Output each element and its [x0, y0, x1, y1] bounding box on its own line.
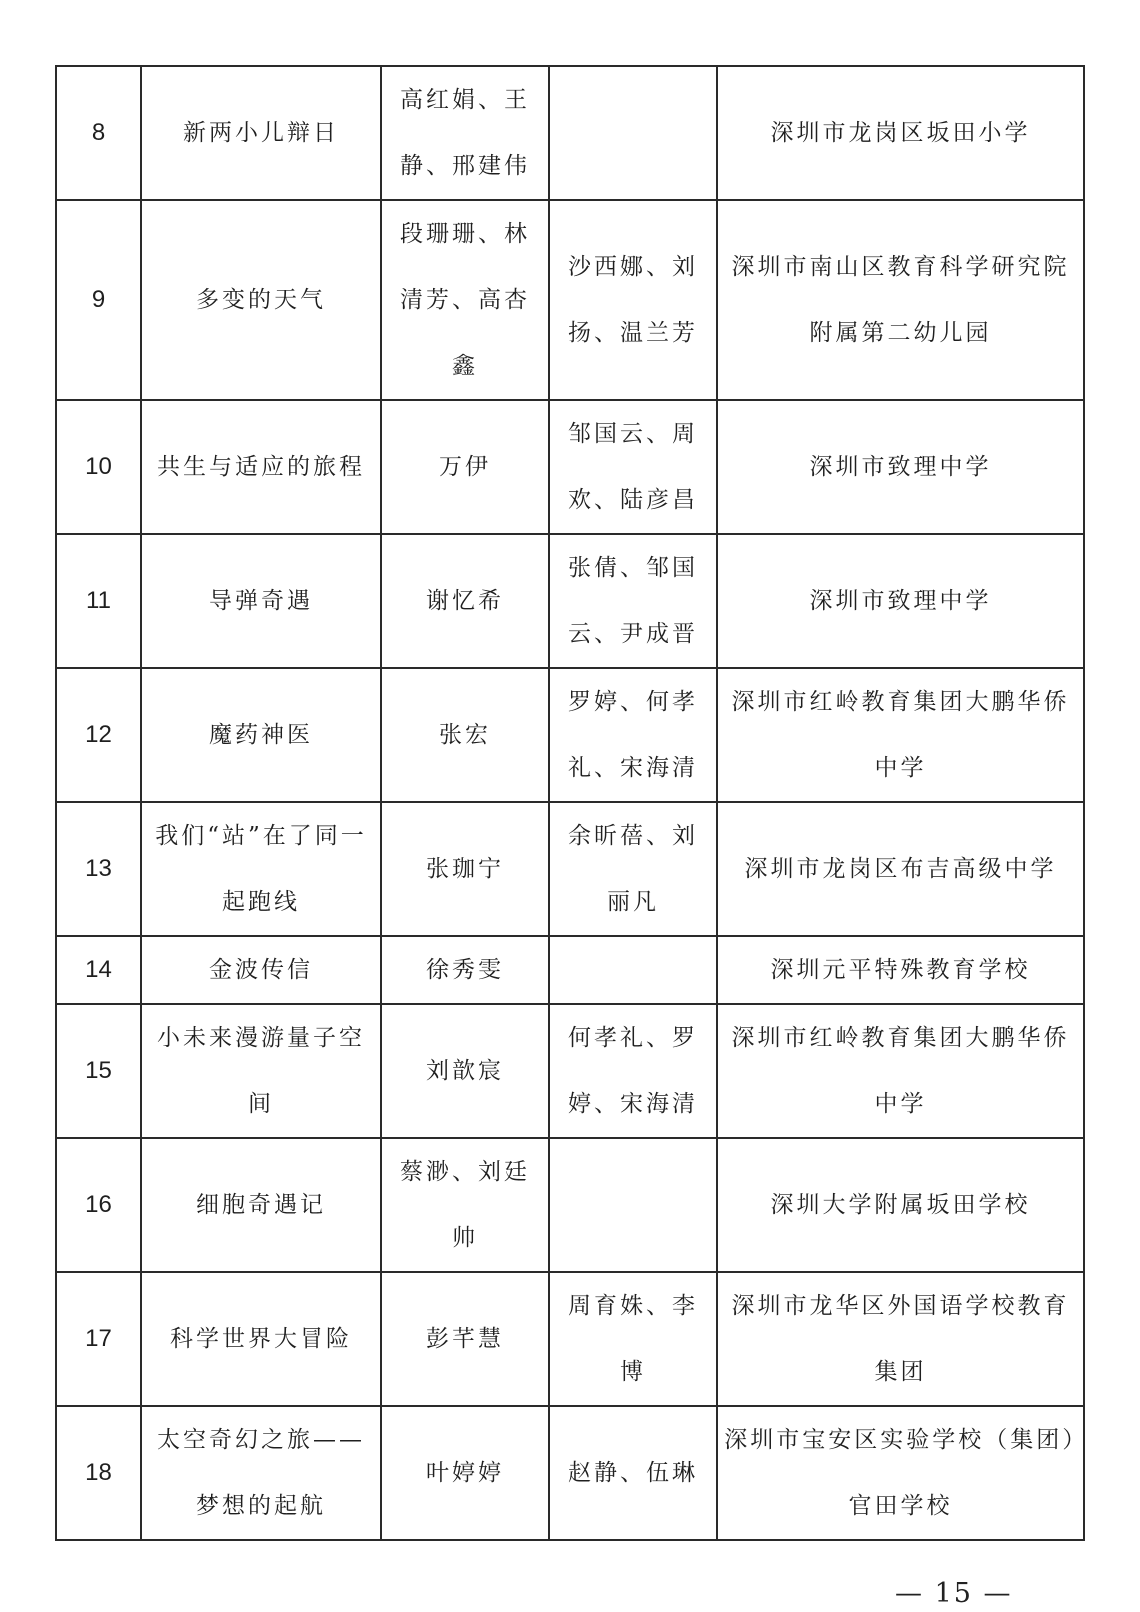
table-row — [56, 400, 1084, 534]
advisors — [549, 66, 717, 200]
work-title: 多变的天气 — [141, 200, 381, 400]
work-title: 导弹奇遇 — [141, 534, 381, 668]
work-title: 科学世界大冒险 — [141, 1272, 381, 1406]
authors: 万伊 — [381, 400, 549, 534]
school: 深圳市致理中学 — [717, 400, 1084, 534]
school: 深圳大学附属坂田学校 — [717, 1138, 1084, 1272]
authors: 张珈宁 — [381, 802, 549, 936]
work-title: 细胞奇遇记 — [141, 1138, 381, 1272]
row-number: 12 — [56, 668, 141, 802]
school: 深圳市龙华区外国语学校教育集团 — [717, 1272, 1084, 1406]
advisors: 余昕蓓、刘丽凡 — [549, 802, 717, 936]
award-list-table — [55, 65, 1085, 1541]
school: 深圳市南山区教育科学研究院附属第二幼儿园 — [717, 200, 1084, 400]
advisors: 周育姝、李博 — [549, 1272, 717, 1406]
work-title: 金波传信 — [141, 936, 381, 1004]
advisors — [549, 1138, 717, 1272]
advisors: 张倩、邹国云、尹成晋 — [549, 534, 717, 668]
advisors: 罗婷、何孝礼、宋海清 — [549, 668, 717, 802]
row-number: 17 — [56, 1272, 141, 1406]
authors: 段珊珊、林清芳、高杏鑫 — [381, 200, 549, 400]
table-row — [56, 1406, 1084, 1540]
table-row — [56, 1004, 1084, 1138]
advisors: 邹国云、周欢、陆彦昌 — [549, 400, 717, 534]
row-number: 16 — [56, 1138, 141, 1272]
row-number: 13 — [56, 802, 141, 936]
work-title: 共生与适应的旅程 — [141, 400, 381, 534]
school: 深圳市红岭教育集团大鹏华侨中学 — [717, 1004, 1084, 1138]
authors: 刘歆宸 — [381, 1004, 549, 1138]
authors: 徐秀雯 — [381, 936, 549, 1004]
advisors — [549, 936, 717, 1004]
school: 深圳市致理中学 — [717, 534, 1084, 668]
table-row — [56, 802, 1084, 936]
authors: 谢忆希 — [381, 534, 549, 668]
school: 深圳市龙岗区布吉高级中学 — [717, 802, 1084, 936]
row-number: 9 — [56, 200, 141, 400]
row-number: 14 — [56, 936, 141, 1004]
advisors: 何孝礼、罗婷、宋海清 — [549, 1004, 717, 1138]
table-row — [56, 66, 1084, 200]
table-row — [56, 1272, 1084, 1406]
page-number: — 15 — — [895, 1578, 1013, 1609]
advisors: 沙西娜、刘扬、温兰芳 — [549, 200, 717, 400]
row-number: 11 — [56, 534, 141, 668]
authors: 高红娟、王静、邢建伟 — [381, 66, 549, 200]
table-row — [56, 200, 1084, 400]
table-row — [56, 1138, 1084, 1272]
school: 深圳市红岭教育集团大鹏华侨中学 — [717, 668, 1084, 802]
table-row — [56, 936, 1084, 1004]
work-title: 我们“站”在了同一起跑线 — [141, 802, 381, 936]
work-title: 小未来漫游量子空间 — [141, 1004, 381, 1138]
table-row — [56, 668, 1084, 802]
authors: 蔡渺、刘廷帅 — [381, 1138, 549, 1272]
row-number: 8 — [56, 66, 141, 200]
authors: 彭芊慧 — [381, 1272, 549, 1406]
work-title: 新两小儿辩日 — [141, 66, 381, 200]
school: 深圳元平特殊教育学校 — [717, 936, 1084, 1004]
school: 深圳市宝安区实验学校（集团）官田学校 — [717, 1406, 1084, 1540]
row-number: 18 — [56, 1406, 141, 1540]
school: 深圳市龙岗区坂田小学 — [717, 66, 1084, 200]
row-number: 15 — [56, 1004, 141, 1138]
work-title: 魔药神医 — [141, 668, 381, 802]
work-title: 太空奇幻之旅——梦想的起航 — [141, 1406, 381, 1540]
row-number: 10 — [56, 400, 141, 534]
authors: 张宏 — [381, 668, 549, 802]
authors: 叶婷婷 — [381, 1406, 549, 1540]
advisors: 赵静、伍琳 — [549, 1406, 717, 1540]
table-row — [56, 534, 1084, 668]
